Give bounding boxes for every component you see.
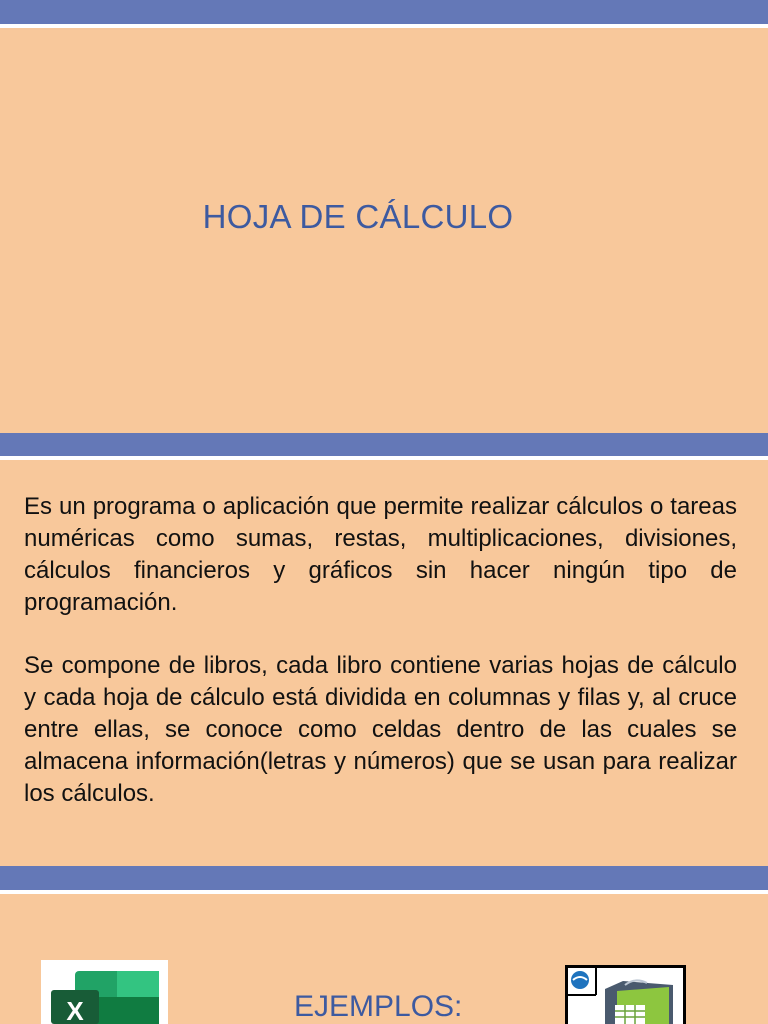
slide-title: HOJA DE CÁLCULO: [202, 198, 514, 235]
lower-band: [0, 866, 768, 890]
middle-band: [0, 433, 768, 456]
paragraph-structure: Se compone de libros, cada libro contiene varias hojas de cálculo y cada hoja de cálculo está dividida en columnas y filas y, al cruce entre ellas, se conoce como celdas dentro de las cuales se almacena información(letras y números) que se usan para realizar los cálculos.: [24, 652, 737, 807]
examples-label: EJEMPLOS:: [294, 990, 463, 1023]
divider-line: [0, 24, 768, 28]
excel-icon: [41, 960, 168, 1024]
svg-text:X: X: [66, 996, 84, 1024]
divider-line: [0, 456, 768, 460]
paragraph-definition: Es un programa o aplicación que permite realizar cálculos o tareas numéricas como sumas, restas, multiplicaciones, divisiones, cálculos financieros y gráficos sin hacer ningún tipo de programación.: [24, 493, 737, 616]
top-band: [0, 0, 768, 24]
divider-line: [0, 890, 768, 894]
spreadsheet-app-icon: [565, 965, 686, 1024]
